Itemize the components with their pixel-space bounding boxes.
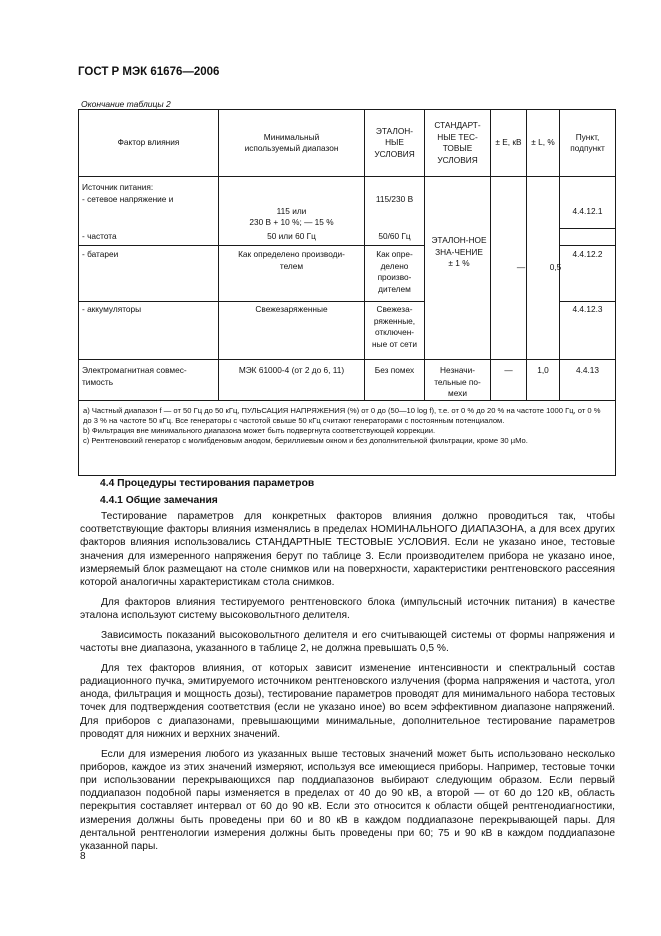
emc-range: МЭК 61000-4 (от 2 до 6, 11)	[219, 360, 365, 401]
footnote-a: a) Частный диапазон f — от 50 Гц до 50 кГц, ПУЛЬСАЦИЯ НАПРЯЖЕНИЯ (%) от 0 до (50—10 log f), т.е. от 0 % до 20 % на частоте 1000 Гц, от 0 % до 3 % на частоте 50 кГц. Все генераторы с частотой свыше 50 кГц считают генераторами с постоянным потенциалом.	[83, 405, 601, 425]
header-standard-test-conditions: СТАНДАРТ-НЫЕ ТЕС-ТОВЫЕ УСЛОВИЯ	[425, 110, 491, 177]
subsection-heading: 4.4.1 Общие замечания	[100, 495, 218, 506]
emc-e: —	[491, 360, 527, 401]
power-supply-title: Источник питания:	[79, 177, 219, 194]
header-factor: Фактор влияния	[79, 110, 219, 177]
paragraph: Зависимость показаний высоковольтного делителя и его считывающей системы от формы напряжения и частоты вне диапазона, указанного в таблице 2, не должна превышать 0,5 %.	[80, 629, 615, 655]
influence-factors-table	[78, 109, 616, 476]
accumulator-label: - аккумуляторы	[79, 302, 219, 360]
header-l-percent: ± L, %	[527, 110, 560, 177]
accumulator-clause: 4.4.12.3	[560, 302, 616, 360]
accumulator-range: Свежезаряженные	[219, 302, 365, 360]
emc-l: 1,0	[527, 360, 560, 401]
table-footnotes	[79, 400, 616, 475]
footnote-c: c) Рентгеновский генератор с молибденовым анодом, бериллиевым окном и без дополнительной фильтрации, кроме 30 µМо.	[83, 435, 528, 445]
emc-clause: 4.4.13	[560, 360, 616, 401]
emc-row	[79, 360, 616, 401]
document-header: ГОСТ Р МЭК 61676—2006	[78, 66, 220, 78]
paragraph: Тестирование параметров для конкретных факторов влияния должно проводиться так, чтобы соответствующие факторы влияния изменялись в пределах НОМИНАЛЬНОГО ДИАПАЗОНА, а для всех других факторов влияния использовались СТАНДАРТНЫЕ ТЕСТОВЫЕ УСЛОВИЯ. Если не указано иное, тестовые значения для измеренного напряжения берут по таблице 3. Если производителем прибора не указано иное, измеряемый блок размещают на столе снимков или на поверхности, характеристики рентгеновского рассеяния которой аналогичны характеристикам стола снимков.	[80, 511, 615, 589]
frequency-range: 50 или 60 Гц	[219, 229, 365, 246]
power-l-value: 0,5	[549, 262, 562, 272]
paragraph: Если для измерения любого из указанных выше тестовых значений может быть использовано несколько приборов, каждое из этих значений измеряют, используя все имеющиеся приборы. Например, тестовые точки при использовании перекрывающихся пар поддиапазонов выбирают следующим образом. Если первый поддиапазон подобной пары изменяется в пределах от 40 до 90 кВ, а второй — от 60 до 120 кВ, область перекрытия составляет интервал от 60 до 90 кВ. Если это относится к области общей рентгенодиагностики, измерения должны быть проведены при 60 и 80 кВ в каждом поддиапазоне перекрывающей пары. Для дентальной рентгенологии измерения должны быть проведены при 60; 75 и 90 кВ в каждом поддиапазоне указанной пары.	[80, 748, 615, 853]
table-caption: Окончание таблицы 2	[81, 99, 171, 109]
mains-clause: 4.4.12.1	[560, 194, 616, 229]
battery-clause: 4.4.12.2	[560, 246, 616, 302]
power-standard-conditions: ЭТАЛОН-НОЕ ЗНА-ЧЕНИЕ ± 1 %	[431, 235, 487, 268]
battery-range: Как определено производи-телем	[219, 246, 365, 302]
footnote-b: b) Фильтрация вне минимального диапазона может быть подвергнута соответствующей коррекции.	[83, 425, 436, 435]
battery-reference: Как опре-делено произво-дителем	[365, 246, 425, 302]
power-e-value: —	[516, 262, 526, 272]
header-reference-conditions: ЭТАЛОН-НЫЕ УСЛОВИЯ	[365, 110, 425, 177]
battery-label: - батареи	[79, 246, 219, 302]
mains-voltage-reference: 115/230 В	[365, 194, 425, 229]
paragraph: Для факторов влияния тестируемого рентгеновского блока (импульсный источник питания) в качестве эталона используют систему высоковольтного делителя.	[80, 596, 615, 622]
page-number: 8	[80, 851, 86, 862]
accumulator-reference: Свежеза-ряженные, отключен-ные от сети	[365, 302, 425, 360]
emc-standard: Незначи-тельные по-мехи	[425, 360, 491, 401]
mains-voltage-range: 115 или 230 В + 10 %; — 15 %	[219, 194, 365, 229]
table-header-row	[79, 110, 616, 177]
paragraph: Для тех факторов влияния, от которых зависит изменение интенсивности и спектральный состав радиационного пучка, эмитируемого источником рентгеновского излучения (форма напряжения и частота, угол анода, фильтрация и мощность дозы), тестирование параметров проводят для минимального набора тестовых точек для подтверждения соответствия (если не указано иное) во всем эффективном диапазоне напряжений. Для приборов с диапазонами, превышающими минимальные, дополнительное тестирование параметров проводят для нижних и верхних значений.	[80, 662, 615, 740]
header-e-kv: ± E, кВ	[491, 110, 527, 177]
header-clause: Пункт, подпункт	[560, 110, 616, 177]
emc-reference: Без помех	[365, 360, 425, 401]
mains-voltage-label: - сетевое напряжение и	[79, 194, 219, 229]
section-body	[80, 510, 615, 860]
emc-label: Электромагнитная совмес-тимость	[79, 360, 219, 401]
header-range: Минимальный используемый диапазон	[219, 110, 365, 177]
frequency-reference: 50/60 Гц	[365, 229, 425, 246]
section-heading: 4.4 Процедуры тестирования параметров	[100, 478, 315, 489]
frequency-label: - частота	[79, 229, 219, 246]
